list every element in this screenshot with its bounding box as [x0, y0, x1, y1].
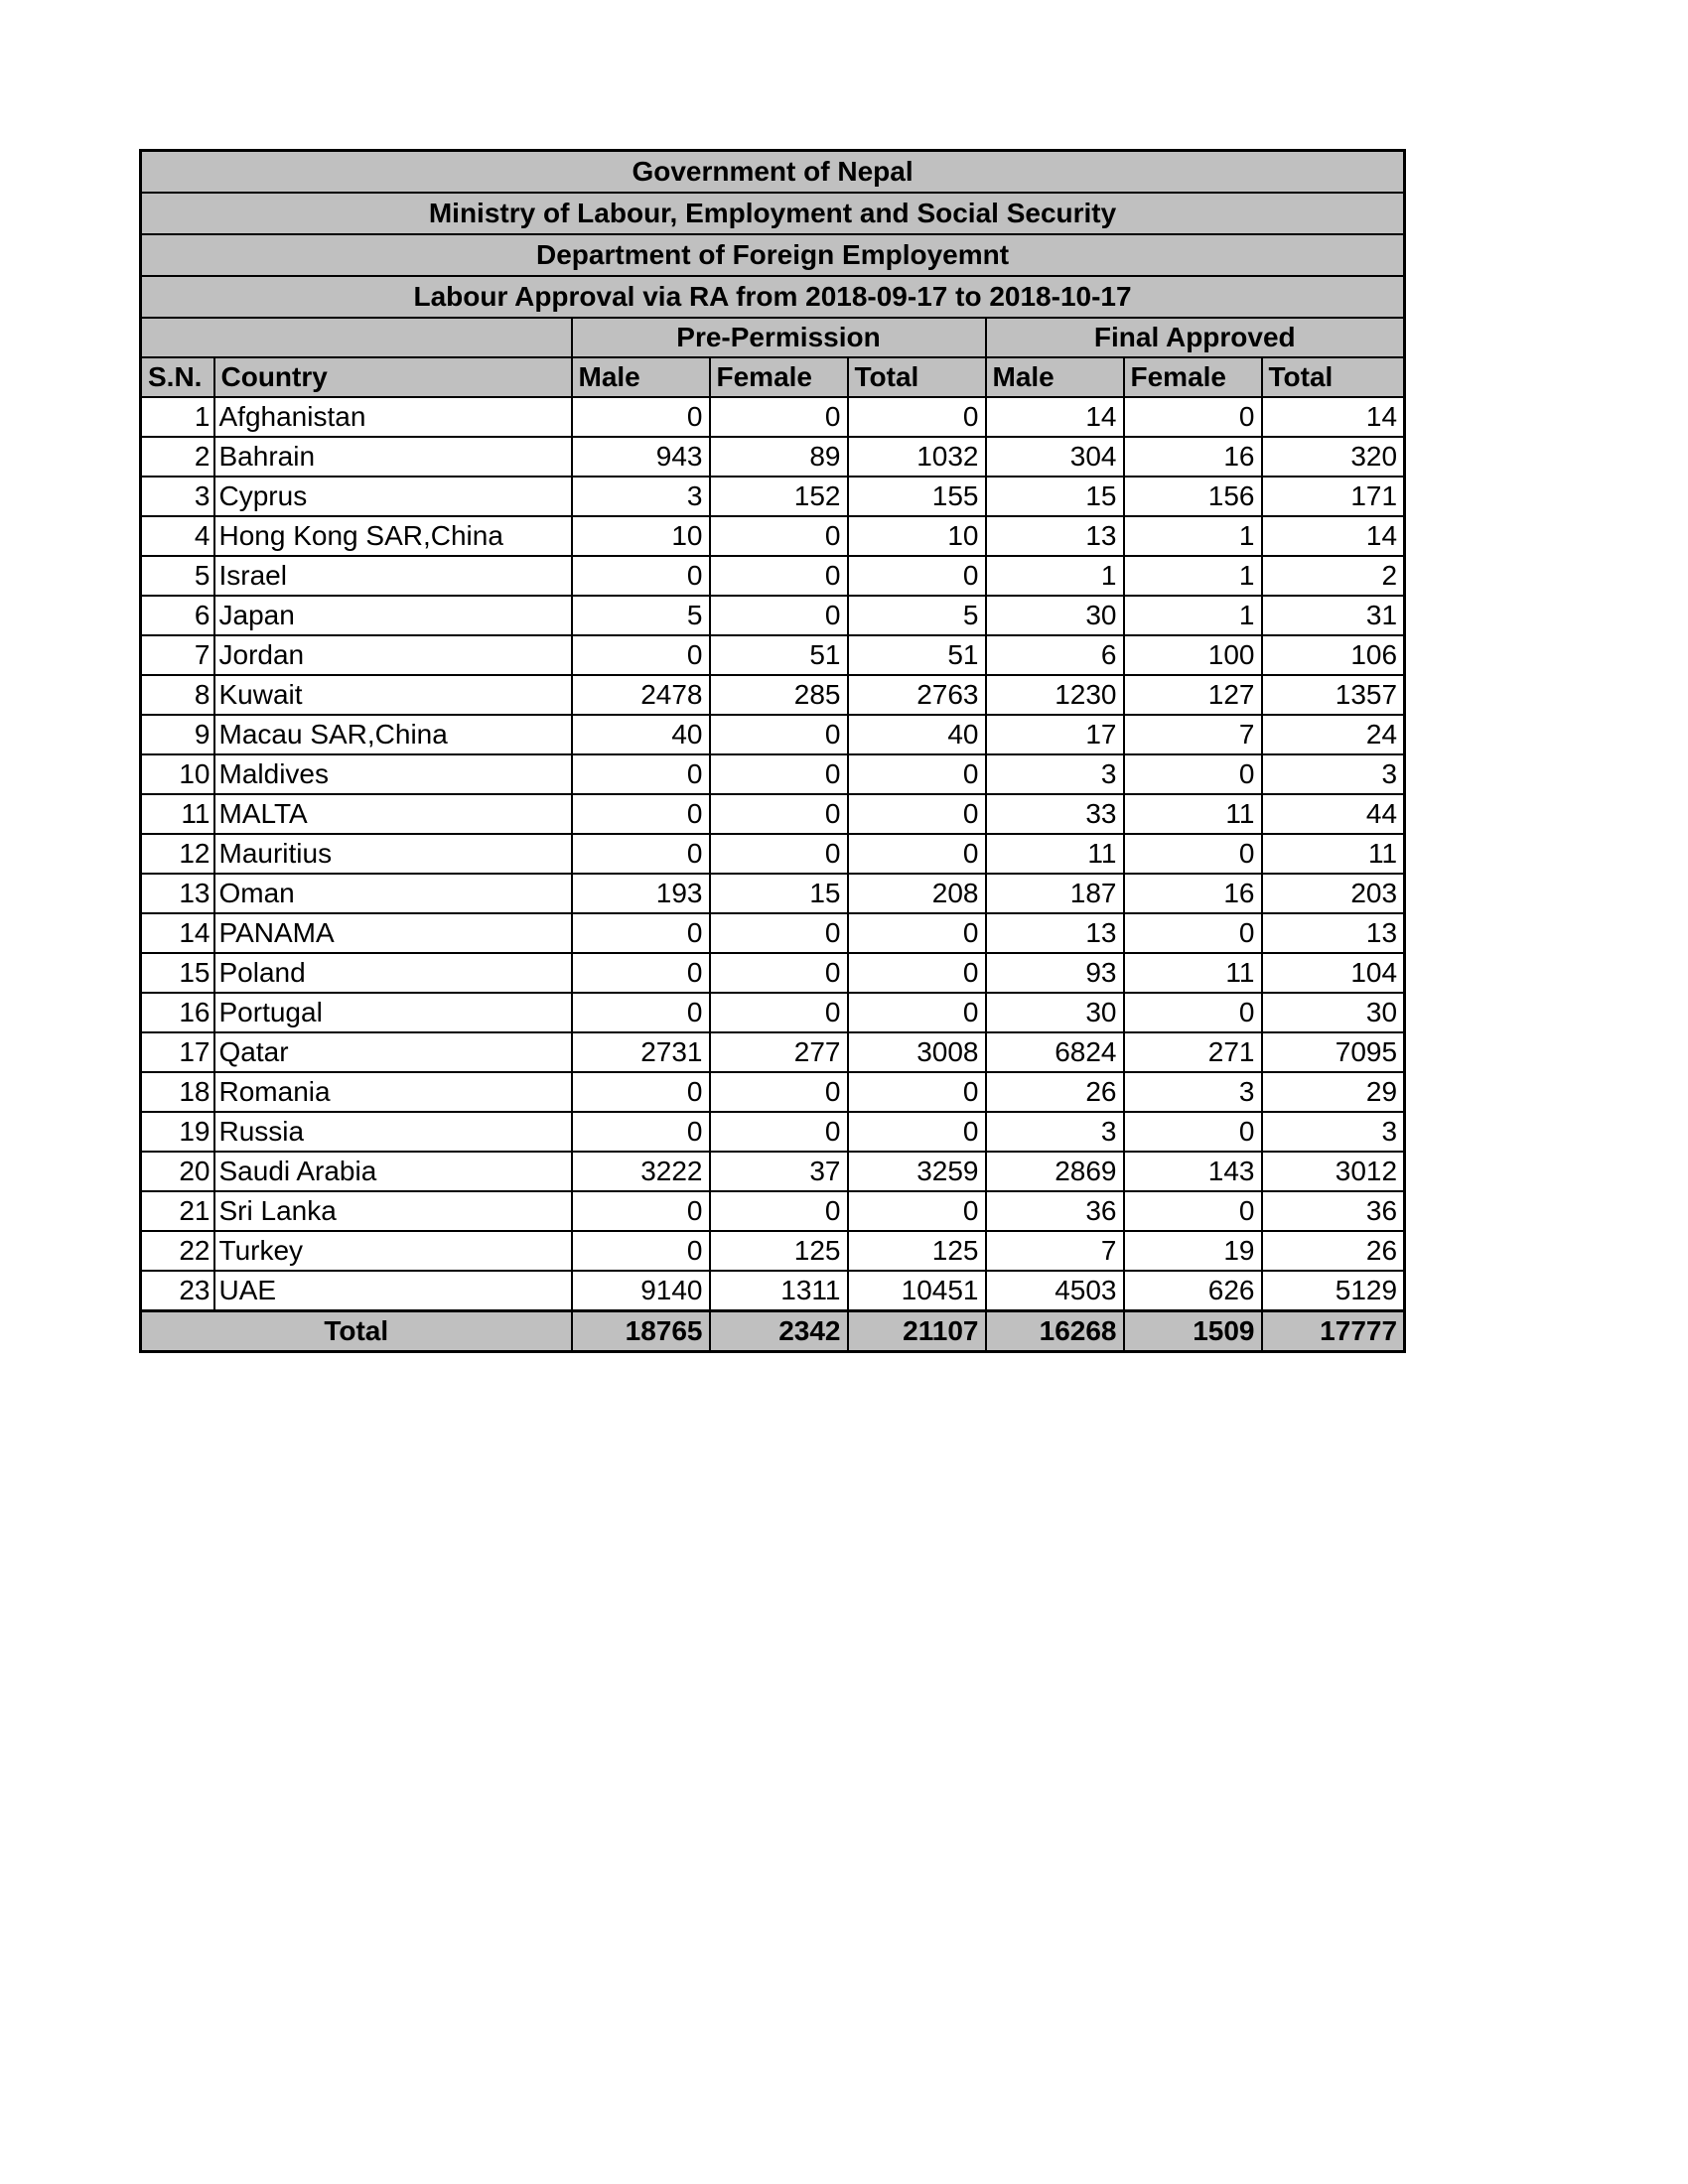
cell-final-female: 626 [1124, 1271, 1262, 1311]
cell-final-female: 1 [1124, 556, 1262, 596]
cell-pre-male: 5 [572, 596, 710, 635]
group-header-blank [141, 318, 572, 357]
table-row [141, 556, 1405, 596]
cell-final-female: 0 [1124, 834, 1262, 874]
total-final-total: 17777 [1262, 1311, 1405, 1352]
cell-pre-female: 0 [710, 1112, 848, 1152]
cell-final-male: 304 [986, 437, 1124, 477]
cell-country: Jordan [214, 635, 572, 675]
cell-final-male: 93 [986, 953, 1124, 993]
table-row [141, 1072, 1405, 1112]
cell-final-total: 24 [1262, 715, 1405, 754]
cell-final-total: 44 [1262, 794, 1405, 834]
cell-pre-female: 89 [710, 437, 848, 477]
cell-final-total: 14 [1262, 516, 1405, 556]
cell-final-total: 203 [1262, 874, 1405, 913]
table-row [141, 834, 1405, 874]
cell-final-female: 0 [1124, 913, 1262, 953]
table-row [141, 794, 1405, 834]
cell-pre-male: 0 [572, 1072, 710, 1112]
cell-final-total: 7095 [1262, 1032, 1405, 1072]
group-header-pre-permission: Pre-Permission [572, 318, 986, 357]
cell-sn: 2 [141, 437, 214, 477]
cell-pre-female: 1311 [710, 1271, 848, 1311]
cell-pre-male: 2731 [572, 1032, 710, 1072]
cell-pre-total: 40 [848, 715, 986, 754]
cell-country: Qatar [214, 1032, 572, 1072]
cell-pre-female: 0 [710, 913, 848, 953]
cell-country: Poland [214, 953, 572, 993]
cell-country: Japan [214, 596, 572, 635]
cell-country: Oman [214, 874, 572, 913]
cell-sn: 7 [141, 635, 214, 675]
cell-pre-male: 0 [572, 397, 710, 437]
cell-pre-female: 0 [710, 794, 848, 834]
column-header-pre-male: Male [572, 357, 710, 397]
table-row [141, 1112, 1405, 1152]
total-final-male: 16268 [986, 1311, 1124, 1352]
cell-final-male: 6824 [986, 1032, 1124, 1072]
cell-pre-female: 0 [710, 953, 848, 993]
table-row [141, 993, 1405, 1032]
cell-sn: 23 [141, 1271, 214, 1311]
cell-pre-male: 0 [572, 1191, 710, 1231]
cell-sn: 15 [141, 953, 214, 993]
cell-country: PANAMA [214, 913, 572, 953]
cell-pre-male: 0 [572, 794, 710, 834]
cell-pre-female: 0 [710, 596, 848, 635]
table-row [141, 397, 1405, 437]
labour-approval-table [139, 149, 1406, 1353]
cell-final-male: 13 [986, 516, 1124, 556]
cell-country: Sri Lanka [214, 1191, 572, 1231]
cell-final-total: 3 [1262, 754, 1405, 794]
cell-pre-male: 0 [572, 556, 710, 596]
cell-final-female: 127 [1124, 675, 1262, 715]
cell-final-male: 17 [986, 715, 1124, 754]
cell-pre-total: 10 [848, 516, 986, 556]
total-pre-male: 18765 [572, 1311, 710, 1352]
cell-sn: 16 [141, 993, 214, 1032]
cell-sn: 6 [141, 596, 214, 635]
cell-final-female: 156 [1124, 477, 1262, 516]
cell-final-male: 30 [986, 596, 1124, 635]
cell-pre-total: 0 [848, 754, 986, 794]
cell-sn: 17 [141, 1032, 214, 1072]
cell-country: Hong Kong SAR,China [214, 516, 572, 556]
cell-final-total: 104 [1262, 953, 1405, 993]
cell-final-male: 3 [986, 1112, 1124, 1152]
table-row [141, 675, 1405, 715]
cell-pre-female: 0 [710, 834, 848, 874]
cell-pre-male: 943 [572, 437, 710, 477]
cell-sn: 14 [141, 913, 214, 953]
cell-final-total: 29 [1262, 1072, 1405, 1112]
table-row [141, 1191, 1405, 1231]
cell-pre-male: 0 [572, 1231, 710, 1271]
cell-pre-female: 37 [710, 1152, 848, 1191]
cell-pre-male: 40 [572, 715, 710, 754]
cell-country: Romania [214, 1072, 572, 1112]
cell-final-male: 187 [986, 874, 1124, 913]
total-row [141, 1311, 1405, 1352]
cell-country: MALTA [214, 794, 572, 834]
cell-pre-total: 0 [848, 1072, 986, 1112]
cell-final-female: 0 [1124, 754, 1262, 794]
cell-country: Turkey [214, 1231, 572, 1271]
cell-final-total: 171 [1262, 477, 1405, 516]
cell-country: Israel [214, 556, 572, 596]
column-header-final-male: Male [986, 357, 1124, 397]
cell-pre-total: 5 [848, 596, 986, 635]
cell-final-female: 19 [1124, 1231, 1262, 1271]
cell-final-male: 33 [986, 794, 1124, 834]
group-header-final-approved: Final Approved [986, 318, 1405, 357]
cell-pre-female: 15 [710, 874, 848, 913]
column-header-pre-female: Female [710, 357, 848, 397]
cell-pre-total: 0 [848, 913, 986, 953]
cell-sn: 12 [141, 834, 214, 874]
cell-country: Afghanistan [214, 397, 572, 437]
cell-final-total: 36 [1262, 1191, 1405, 1231]
column-header-final-total: Total [1262, 357, 1405, 397]
cell-final-female: 1 [1124, 516, 1262, 556]
cell-final-total: 3 [1262, 1112, 1405, 1152]
total-final-female: 1509 [1124, 1311, 1262, 1352]
cell-pre-total: 2763 [848, 675, 986, 715]
cell-pre-total: 0 [848, 794, 986, 834]
title-report-period: Labour Approval via RA from 2018-09-17 to 2018-10-17 [141, 276, 1405, 318]
cell-pre-female: 51 [710, 635, 848, 675]
column-header-country: Country [214, 357, 572, 397]
cell-final-female: 143 [1124, 1152, 1262, 1191]
cell-final-male: 1 [986, 556, 1124, 596]
cell-country: Saudi Arabia [214, 1152, 572, 1191]
cell-final-total: 2 [1262, 556, 1405, 596]
cell-pre-total: 208 [848, 874, 986, 913]
cell-final-male: 6 [986, 635, 1124, 675]
cell-country: UAE [214, 1271, 572, 1311]
cell-pre-male: 0 [572, 913, 710, 953]
table-row [141, 477, 1405, 516]
cell-pre-total: 1032 [848, 437, 986, 477]
cell-sn: 1 [141, 397, 214, 437]
cell-final-total: 11 [1262, 834, 1405, 874]
title-ministry: Ministry of Labour, Employment and Social Security [141, 193, 1405, 234]
cell-pre-female: 0 [710, 556, 848, 596]
cell-pre-total: 3259 [848, 1152, 986, 1191]
cell-final-total: 3012 [1262, 1152, 1405, 1191]
cell-pre-male: 3222 [572, 1152, 710, 1191]
cell-final-female: 271 [1124, 1032, 1262, 1072]
table-row [141, 715, 1405, 754]
cell-pre-female: 0 [710, 715, 848, 754]
cell-final-female: 11 [1124, 794, 1262, 834]
cell-pre-total: 0 [848, 1191, 986, 1231]
cell-final-total: 1357 [1262, 675, 1405, 715]
cell-final-female: 0 [1124, 1112, 1262, 1152]
cell-sn: 11 [141, 794, 214, 834]
cell-pre-female: 0 [710, 1072, 848, 1112]
cell-sn: 19 [141, 1112, 214, 1152]
table-row [141, 1271, 1405, 1311]
cell-pre-male: 0 [572, 834, 710, 874]
table-row [141, 953, 1405, 993]
cell-pre-total: 155 [848, 477, 986, 516]
cell-pre-total: 0 [848, 397, 986, 437]
table-row [141, 635, 1405, 675]
cell-country: Cyprus [214, 477, 572, 516]
cell-pre-male: 0 [572, 1112, 710, 1152]
cell-pre-total: 51 [848, 635, 986, 675]
cell-pre-total: 125 [848, 1231, 986, 1271]
cell-final-total: 13 [1262, 913, 1405, 953]
cell-pre-female: 285 [710, 675, 848, 715]
cell-final-total: 14 [1262, 397, 1405, 437]
cell-country: Mauritius [214, 834, 572, 874]
cell-final-female: 7 [1124, 715, 1262, 754]
column-header-pre-total: Total [848, 357, 986, 397]
cell-final-total: 30 [1262, 993, 1405, 1032]
cell-final-female: 100 [1124, 635, 1262, 675]
cell-final-female: 0 [1124, 993, 1262, 1032]
cell-pre-male: 0 [572, 754, 710, 794]
cell-sn: 9 [141, 715, 214, 754]
cell-final-male: 36 [986, 1191, 1124, 1231]
table-row [141, 754, 1405, 794]
cell-final-total: 106 [1262, 635, 1405, 675]
column-header-sn: S.N. [141, 357, 214, 397]
cell-sn: 21 [141, 1191, 214, 1231]
cell-pre-total: 0 [848, 953, 986, 993]
cell-pre-male: 2478 [572, 675, 710, 715]
cell-sn: 20 [141, 1152, 214, 1191]
cell-final-male: 1230 [986, 675, 1124, 715]
cell-pre-total: 10451 [848, 1271, 986, 1311]
cell-pre-total: 3008 [848, 1032, 986, 1072]
table-row [141, 1032, 1405, 1072]
cell-country: Bahrain [214, 437, 572, 477]
cell-final-total: 320 [1262, 437, 1405, 477]
cell-final-male: 14 [986, 397, 1124, 437]
cell-sn: 4 [141, 516, 214, 556]
cell-pre-male: 0 [572, 635, 710, 675]
cell-final-male: 11 [986, 834, 1124, 874]
cell-final-total: 31 [1262, 596, 1405, 635]
cell-pre-male: 193 [572, 874, 710, 913]
cell-country: Russia [214, 1112, 572, 1152]
cell-sn: 10 [141, 754, 214, 794]
cell-pre-female: 277 [710, 1032, 848, 1072]
cell-pre-male: 3 [572, 477, 710, 516]
total-label: Total [141, 1311, 572, 1352]
cell-sn: 3 [141, 477, 214, 516]
cell-country: Portugal [214, 993, 572, 1032]
cell-final-female: 11 [1124, 953, 1262, 993]
title-department: Department of Foreign Employemnt [141, 234, 1405, 276]
table-row [141, 1152, 1405, 1191]
cell-pre-female: 0 [710, 1191, 848, 1231]
total-pre-total: 21107 [848, 1311, 986, 1352]
total-pre-female: 2342 [710, 1311, 848, 1352]
cell-final-male: 26 [986, 1072, 1124, 1112]
cell-pre-male: 0 [572, 993, 710, 1032]
cell-pre-total: 0 [848, 1112, 986, 1152]
cell-final-male: 30 [986, 993, 1124, 1032]
table-row [141, 913, 1405, 953]
cell-pre-female: 0 [710, 516, 848, 556]
cell-country: Macau SAR,China [214, 715, 572, 754]
cell-sn: 18 [141, 1072, 214, 1112]
cell-final-male: 4503 [986, 1271, 1124, 1311]
cell-final-female: 16 [1124, 437, 1262, 477]
cell-final-female: 0 [1124, 1191, 1262, 1231]
cell-pre-female: 0 [710, 397, 848, 437]
table-row [141, 874, 1405, 913]
cell-final-male: 2869 [986, 1152, 1124, 1191]
cell-pre-female: 0 [710, 993, 848, 1032]
cell-final-male: 13 [986, 913, 1124, 953]
cell-final-female: 0 [1124, 397, 1262, 437]
cell-final-male: 3 [986, 754, 1124, 794]
cell-pre-total: 0 [848, 993, 986, 1032]
table-row [141, 516, 1405, 556]
cell-pre-male: 9140 [572, 1271, 710, 1311]
cell-pre-total: 0 [848, 834, 986, 874]
title-government: Government of Nepal [141, 151, 1405, 194]
cell-sn: 5 [141, 556, 214, 596]
cell-final-female: 16 [1124, 874, 1262, 913]
cell-country: Maldives [214, 754, 572, 794]
cell-sn: 13 [141, 874, 214, 913]
cell-pre-male: 0 [572, 953, 710, 993]
cell-pre-female: 0 [710, 754, 848, 794]
table-row [141, 1231, 1405, 1271]
cell-pre-female: 152 [710, 477, 848, 516]
cell-final-male: 7 [986, 1231, 1124, 1271]
cell-pre-total: 0 [848, 556, 986, 596]
cell-final-total: 26 [1262, 1231, 1405, 1271]
cell-pre-male: 10 [572, 516, 710, 556]
cell-sn: 22 [141, 1231, 214, 1271]
cell-final-total: 5129 [1262, 1271, 1405, 1311]
cell-final-female: 3 [1124, 1072, 1262, 1112]
table-row [141, 437, 1405, 477]
cell-pre-female: 125 [710, 1231, 848, 1271]
cell-sn: 8 [141, 675, 214, 715]
cell-final-female: 1 [1124, 596, 1262, 635]
cell-final-male: 15 [986, 477, 1124, 516]
column-header-final-female: Female [1124, 357, 1262, 397]
cell-country: Kuwait [214, 675, 572, 715]
table-row [141, 596, 1405, 635]
